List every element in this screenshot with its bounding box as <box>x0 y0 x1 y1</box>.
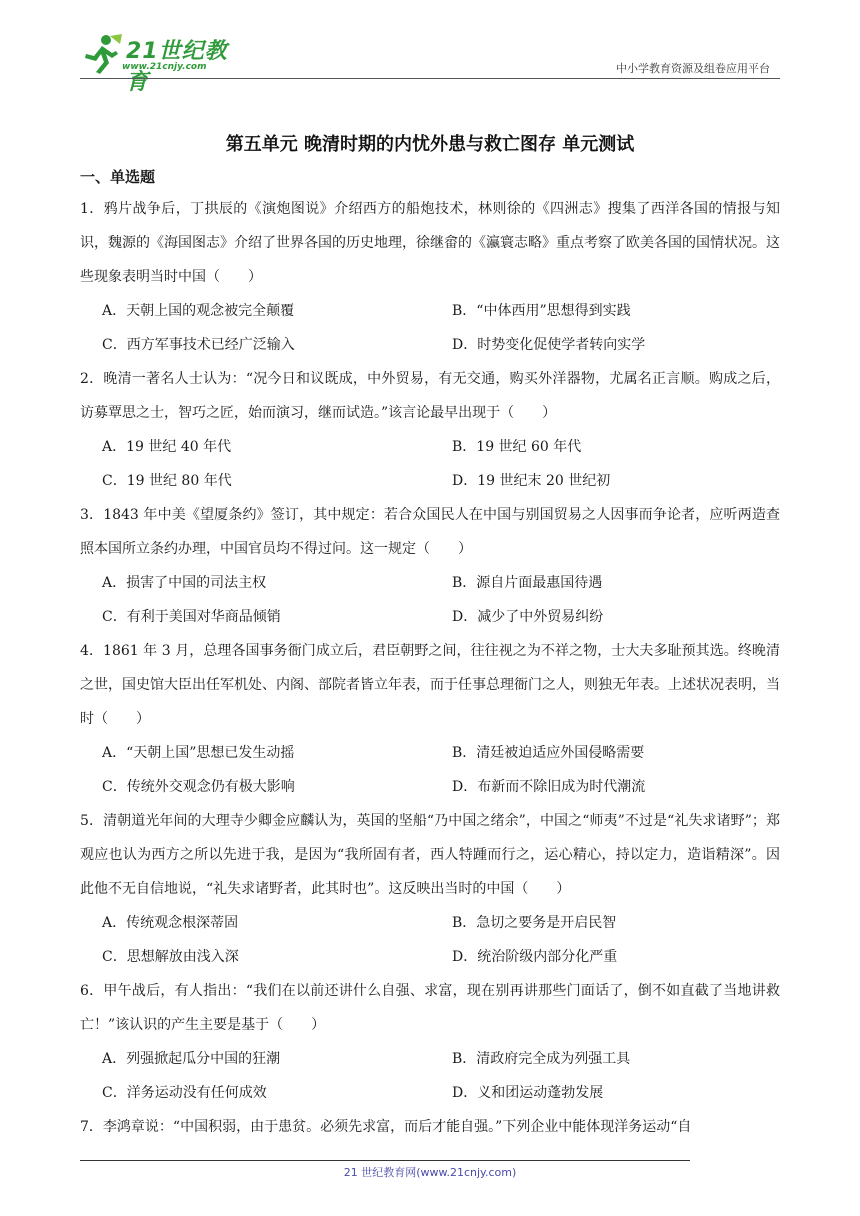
question-block <box>80 804 780 974</box>
page-footer: 21 世纪教育网(www.21cnjy.com) <box>343 1166 517 1179</box>
answer-option: C．思想解放由浅入深 <box>102 949 239 965</box>
page-header <box>80 30 780 95</box>
answer-option: A．列强掀起瓜分中国的狂潮 <box>102 1051 281 1067</box>
question-stem: 4．1861 年 3 月，总理各国事务衙门成立后，君臣朝野之间，往往视之为不祥之物，士大夫多耻预其选。终晚清之世，国史馆大臣出任军机处、内阁、部院者皆立年表，而于任事总理衙门之人，则独无年表。上述状况表明，当时（ ） <box>80 643 780 727</box>
answer-option: C．19 世纪 80 年代 <box>102 473 232 489</box>
answer-option: D．统治阶级内部分化严重 <box>452 949 618 965</box>
question-list <box>80 192 780 1144</box>
option-group <box>80 566 780 634</box>
answer-option: D．19 世纪末 20 世纪初 <box>452 473 611 489</box>
answer-option: B．“中体西用”思想得到实践 <box>452 303 631 319</box>
logo-url: www.21cnjy.com <box>122 62 207 72</box>
question-block <box>80 192 780 362</box>
answer-option: A．传统观念根深蒂固 <box>102 915 239 931</box>
question-stem: 6．甲午战后，有人指出：“我们在以前还讲什么自强、求富，现在别再讲那些门面话了，倒不如直截了当地讲救亡！”该认识的产生主要是基于（ ） <box>80 983 780 1033</box>
answer-option: B．19 世纪 60 年代 <box>452 439 582 455</box>
question-stem: 5．清朝道光年间的大理寺少卿金应麟认为，英国的坚船“乃中国之绪余”，中国之“师夷”不过是“礼失求诸野”；郑观应也认为西方之所以先进于我，是因为“我所固有者，西人特踵而行之，运心精心，持以定力，造诣精深”。因此他不无自信地说，“礼失求诸野者，此其时也”。这反映出当时的中国（ ） <box>80 813 780 897</box>
answer-option: A．19 世纪 40 年代 <box>102 439 232 455</box>
runner-logo-icon <box>80 32 124 76</box>
question-block <box>80 498 780 634</box>
option-group <box>80 1042 780 1110</box>
answer-option: D．布新而不除旧成为时代潮流 <box>452 779 646 795</box>
answer-option: B．清廷被迫适应外国侵略需要 <box>452 745 645 761</box>
question-stem: 2．晚清一著名人士认为：“况今日和议既成，中外贸易，有无交通，购买外洋器物，尤属名正言顺。购成之后，访募覃思之士，智巧之匠，始而演习，继而试造。”该言论最早出现于（ ） <box>80 371 780 421</box>
header-divider <box>80 78 780 79</box>
question-block <box>80 634 780 804</box>
answer-option: B．源自片面最惠国待遇 <box>452 575 603 591</box>
question-stem: 7．李鸿章说：“中国积弱，由于患贫。必须先求富，而后才能自强。”下列企业中能体现洋务运动“自 <box>80 1119 692 1135</box>
answer-option: D．减少了中外贸易纠纷 <box>452 609 604 625</box>
answer-option: D．义和团运动蓬勃发展 <box>452 1085 604 1101</box>
answer-option: C．洋务运动没有任何成效 <box>102 1085 267 1101</box>
section-heading: 一、单选题 <box>80 168 156 186</box>
option-group <box>80 906 780 974</box>
answer-option: B．清政府完全成为列强工具 <box>452 1051 631 1067</box>
page-title: 第五单元 晚清时期的内忧外患与救亡图存 单元测试 <box>225 134 635 155</box>
answer-option: A．“天朝上国”思想已发生动摇 <box>102 745 295 761</box>
answer-option: B．急切之要务是开启民智 <box>452 915 617 931</box>
answer-option: C．传统外交观念仍有极大影响 <box>102 779 295 795</box>
answer-option: C．西方军事技术已经广泛输入 <box>102 337 295 353</box>
question-stem: 3．1843 年中美《望厦条约》签订，其中规定：若合众国民人在中国与别国贸易之人因事而争论者，应听两造查照本国所立条约办理，中国官员均不得过问。这一规定（ ） <box>80 507 780 557</box>
option-group <box>80 736 780 804</box>
answer-option: A．损害了中国的司法主权 <box>102 575 267 591</box>
answer-option: A．天朝上国的观念被完全颠覆 <box>102 303 295 319</box>
logo-text: 21世纪教育 <box>126 39 228 95</box>
footer-divider <box>80 1160 690 1161</box>
platform-name: 中小学教育资源及组卷应用平台 <box>616 62 770 75</box>
answer-option: D．时势变化促使学者转向实学 <box>452 337 646 353</box>
question-block <box>80 362 780 498</box>
option-group <box>80 430 780 498</box>
question-block <box>80 1110 780 1144</box>
question-stem: 1．鸦片战争后，丁拱辰的《演炮图说》介绍西方的船炮技术，林则徐的《四洲志》搜集了西洋各国的情报与知识，魏源的《海国图志》介绍了世界各国的历史地理，徐继畲的《瀛寰志略》重点考察了欧美各国的国情状况。这些现象表明当时中国（ ） <box>80 201 780 285</box>
question-block <box>80 974 780 1110</box>
answer-option: C．有利于美国对华商品倾销 <box>102 609 281 625</box>
logo <box>80 30 250 95</box>
option-group <box>80 294 780 362</box>
